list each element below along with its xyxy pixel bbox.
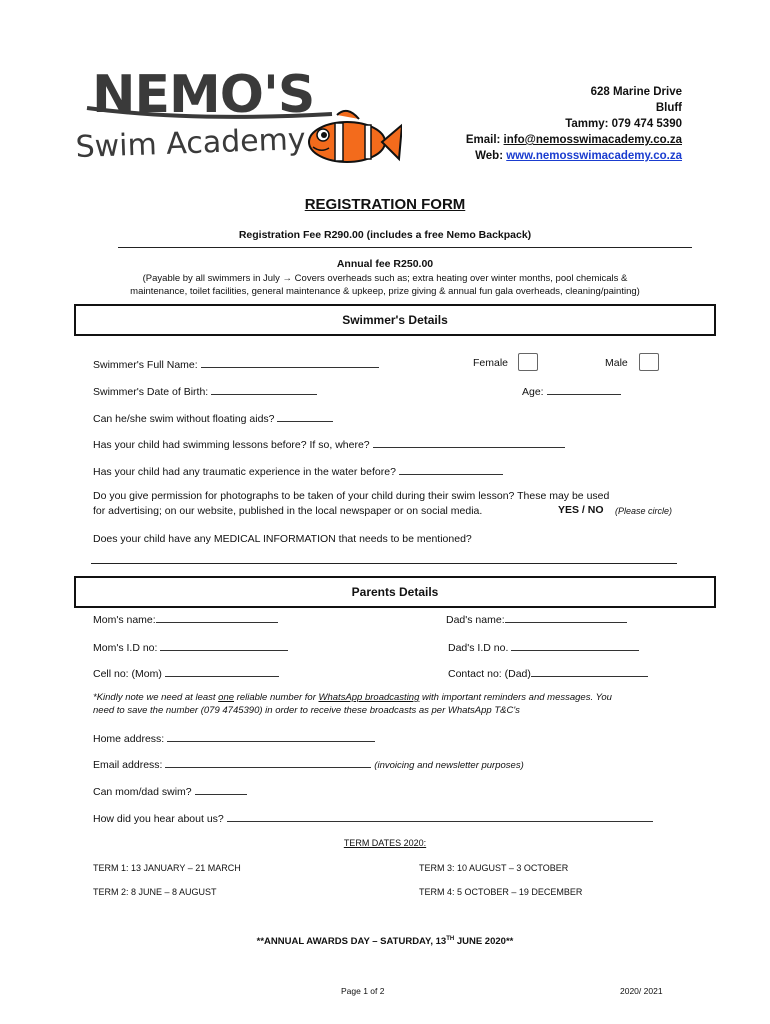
annual-note-1: (Payable by all swimmers in July → Covers overheads such as; extra heating over winter months, pool chemicals & <box>142 273 628 284</box>
term-4: TERM 4: 5 OCTOBER – 19 DECEMBER <box>419 887 583 897</box>
whatsapp-note-line-2: need to save the number (079 4745390) in order to receive these broadcasts as per WhatsApp T&C's <box>93 705 520 716</box>
dad-name-label: Dad's name: <box>446 614 505 626</box>
whatsapp-note-line-1 <box>93 692 612 703</box>
note-text-e: with important reminders and messages. You <box>419 692 612 703</box>
awards-superscript: TH <box>446 936 455 942</box>
divider-fee <box>118 247 692 248</box>
note-text-whatsapp: WhatsApp broadcasting <box>318 692 420 703</box>
mom-id-field[interactable] <box>93 640 288 654</box>
term-dates-heading: TERM DATES 2020: <box>343 838 427 848</box>
female-checkbox[interactable] <box>518 353 538 371</box>
logo-graphic <box>72 62 402 172</box>
home-address-label: Home address: <box>93 733 165 745</box>
floating-aids-label: Can he/she swim without floating aids? <box>93 413 275 425</box>
female-label: Female <box>473 357 509 369</box>
web-label: Web: <box>475 150 504 162</box>
logo-text-swim-academy: Swim Academy <box>75 121 307 165</box>
lessons-label: Has your child had swimming lessons before? If so, where? <box>93 439 370 451</box>
mom-cell-label: Cell no: (Mom) <box>93 668 162 680</box>
lessons-field[interactable] <box>93 437 565 451</box>
footer-year: 2020/ 2021 <box>620 986 663 996</box>
full-name-field[interactable] <box>93 357 379 371</box>
address-line-1: 628 Marine Drive <box>590 86 682 98</box>
swimmer-details-title: Swimmer's Details <box>342 313 448 327</box>
address-line-2: Bluff <box>655 102 682 114</box>
page-number: Page 1 of 2 <box>341 986 385 996</box>
annual-note-2: maintenance, toilet facilities, general maintenance & upkeep, prize giving & annual fun gala overheads, cleaning/painting) <box>130 286 640 297</box>
dad-name-field[interactable] <box>446 612 627 626</box>
dob-label: Swimmer's Date of Birth: <box>93 386 209 398</box>
logo-text-nemos: NEMO'S <box>92 65 315 125</box>
phone-tammy: Tammy: 079 474 5390 <box>565 118 682 130</box>
email-row <box>466 132 682 148</box>
hear-about-us-label: How did you hear about us? <box>93 813 224 825</box>
please-circle-note: (Please circle) <box>615 506 673 516</box>
dad-id-label: Dad's I.D no. <box>448 642 509 654</box>
male-label: Male <box>605 357 628 369</box>
registration-fee: Registration Fee R290.00 (includes a free Nemo Backpack) <box>238 229 532 241</box>
mom-name-label: Mom's name: <box>93 614 156 626</box>
email-address-field[interactable] <box>93 757 524 771</box>
term-2: TERM 2: 8 JUNE – 8 AUGUST <box>93 887 217 897</box>
can-parent-swim-field[interactable] <box>93 784 247 798</box>
awards-day <box>0 936 770 947</box>
email-address-label: Email address: <box>93 759 163 771</box>
page-title: REGISTRATION FORM <box>304 196 466 213</box>
note-text-one: one <box>218 692 235 703</box>
note-text-c: reliable number for <box>234 692 319 703</box>
traumatic-label: Has your child had any traumatic experience in the water before? <box>93 466 396 478</box>
photo-permission-line-2: for advertising; on our website, published in the local newspaper or on social media. <box>93 505 483 517</box>
dob-field[interactable] <box>93 384 317 398</box>
age-field[interactable] <box>522 384 621 398</box>
note-text-a: *Kindly note we need at least <box>93 692 219 703</box>
home-address-field[interactable] <box>93 731 375 745</box>
email-link[interactable]: info@nemosswimacademy.co.za <box>503 134 682 146</box>
clownfish-icon <box>309 111 402 162</box>
medical-info-line[interactable] <box>91 563 677 564</box>
age-label: Age: <box>522 386 544 398</box>
mom-cell-field[interactable] <box>93 666 279 680</box>
traumatic-field[interactable] <box>93 464 503 478</box>
parents-details-header <box>74 576 716 608</box>
floating-aids-field[interactable] <box>93 411 333 425</box>
dad-id-field[interactable] <box>448 640 639 654</box>
can-parent-swim-label: Can mom/dad swim? <box>93 786 192 798</box>
dad-contact-field[interactable] <box>448 666 648 680</box>
email-label: Email: <box>465 134 501 146</box>
annual-fee: Annual fee R250.00 <box>336 258 434 270</box>
swimmer-details-header <box>74 304 716 336</box>
mom-id-label: Mom's I.D no: <box>93 642 158 654</box>
photo-permission-line-1: Do you give permission for photographs to be taken of your child during their swim lesson? These may be used <box>93 490 610 502</box>
mom-name-field[interactable] <box>93 612 278 626</box>
parents-details-title: Parents Details <box>351 585 439 599</box>
medical-info-label: Does your child have any MEDICAL INFORMATION that needs to be mentioned? <box>93 533 472 545</box>
male-checkbox[interactable] <box>639 353 659 371</box>
dad-contact-label: Contact no: (Dad) <box>448 668 531 680</box>
term-3: TERM 3: 10 AUGUST – 3 OCTOBER <box>419 863 569 873</box>
hear-about-us-field[interactable] <box>93 811 653 825</box>
full-name-label: Swimmer's Full Name: <box>93 359 198 371</box>
awards-text-b: JUNE 2020** <box>454 936 514 948</box>
web-row <box>466 148 682 164</box>
web-link[interactable]: www.nemosswimacademy.co.za <box>506 150 682 162</box>
term-1: TERM 1: 13 JANUARY – 21 MARCH <box>93 863 241 873</box>
awards-text-a: **ANNUAL AWARDS DAY – SATURDAY, 13 <box>256 936 447 948</box>
contact-block <box>466 84 682 164</box>
logo <box>72 62 402 172</box>
yes-no-option[interactable]: YES / NO <box>558 504 604 516</box>
email-purpose-note: (invoicing and newsletter purposes) <box>374 760 524 771</box>
